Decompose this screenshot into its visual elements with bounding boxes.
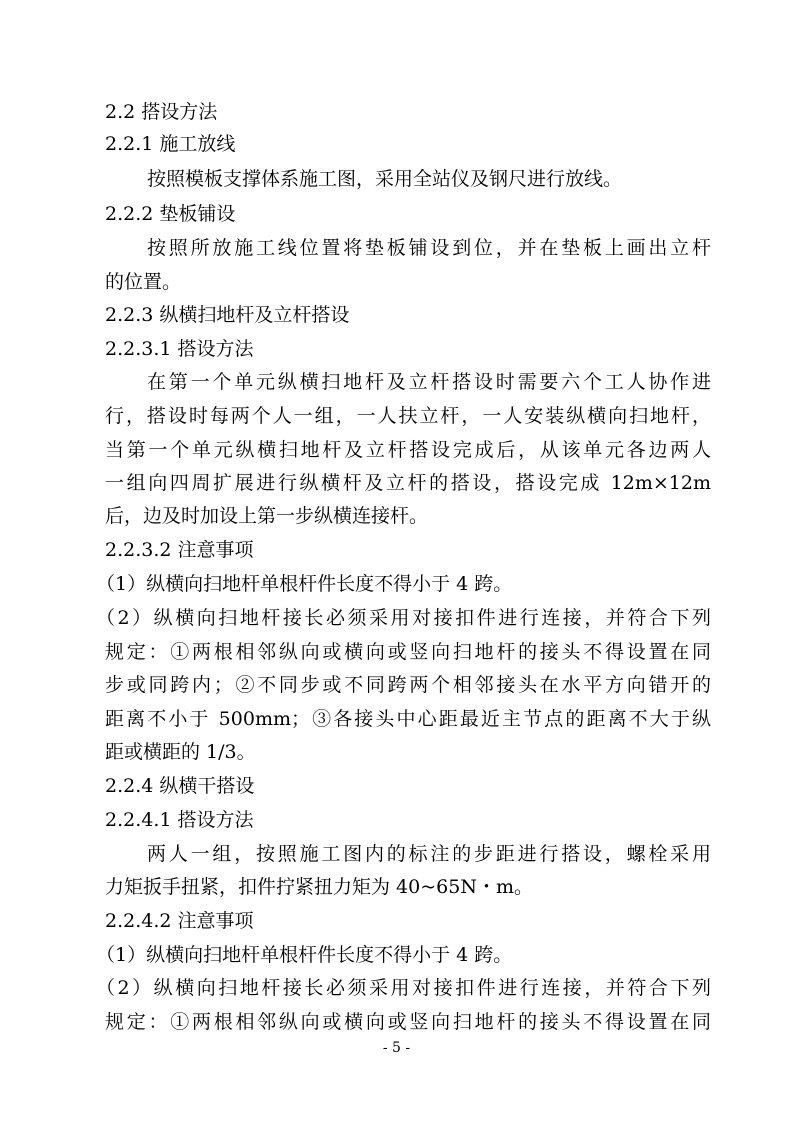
paragraph-line: 一组向四周扩展进行纵横杆及立杆的搭设，搭设完成 12m×12m xyxy=(105,472,711,494)
paragraph-line: 按照所放施工线位置将垫板铺设到位，并在垫板上画出立杆 xyxy=(147,237,711,259)
paragraph-line: 两人一组，按照施工图内的标注的步距进行搭设，螺栓采用 xyxy=(147,843,711,865)
page-number: - 5 - xyxy=(382,1040,411,1056)
paragraph-line: 按照模板支撑体系施工图，采用全站仪及钢尺进行放线。 xyxy=(147,168,623,190)
heading-2-2: 2.2 搭设方法 xyxy=(105,101,218,123)
paragraph-line: 在第一个单元纵横扫地杆及立杆搭设时需要六个工人协作进 xyxy=(147,371,711,393)
paragraph-line: 后，边及时加设上第一步纵横连接杆。 xyxy=(105,505,429,527)
paragraph-line: 步或同跨内；②不同步或不同跨两个相邻接头在水平方向错开的 xyxy=(105,674,711,696)
heading-2-2-3-2: 2.2.3.2 注意事项 xyxy=(105,539,254,561)
paragraph-line: 力矩扳手扭紧，扣件拧紧扭力矩为 40~65N・m。 xyxy=(105,876,533,898)
paragraph-line: 距离不小于 500mm；③各接头中心距最近主节点的距离不大于纵 xyxy=(105,708,711,730)
heading-2-2-3-1: 2.2.3.1 搭设方法 xyxy=(105,338,254,360)
paragraph-line: 规定：①两根相邻纵向或横向或竖向扫地杆的接头不得设置在同 xyxy=(105,1011,711,1033)
paragraph-line: 行，搭设时每两个人一组，一人扶立杆，一人安装纵横向扫地杆， xyxy=(105,405,711,427)
heading-2-2-1: 2.2.1 施工放线 xyxy=(105,133,236,155)
paragraph-line: 的位置。 xyxy=(105,271,182,293)
paragraph-line: 规定：①两根相邻纵向或横向或竖向扫地杆的接头不得设置在同 xyxy=(105,641,711,663)
heading-2-2-4: 2.2.4 纵横干搭设 xyxy=(105,775,255,797)
list-item: （2）纵横向扫地杆接长必须采用对接扣件进行连接，并符合下列 xyxy=(96,977,711,999)
list-item: （1）纵横向扫地杆单根杆件长度不得小于 4 跨。 xyxy=(96,573,513,595)
list-item: （2）纵横向扫地杆接长必须采用对接扣件进行连接，并符合下列 xyxy=(96,607,711,629)
heading-2-2-4-1: 2.2.4.1 搭设方法 xyxy=(105,809,254,831)
heading-2-2-2: 2.2.2 垫板铺设 xyxy=(105,203,236,225)
heading-2-2-4-2: 2.2.4.2 注意事项 xyxy=(105,910,254,932)
heading-2-2-3: 2.2.3 纵横扫地杆及立杆搭设 xyxy=(105,304,350,326)
paragraph-line: 距或横距的 1/3。 xyxy=(105,741,256,763)
paragraph-line: 当第一个单元纵横扫地杆及立杆搭设完成后，从该单元各边两人 xyxy=(105,439,711,461)
list-item: （1）纵横向扫地杆单根杆件长度不得小于 4 跨。 xyxy=(96,944,513,966)
